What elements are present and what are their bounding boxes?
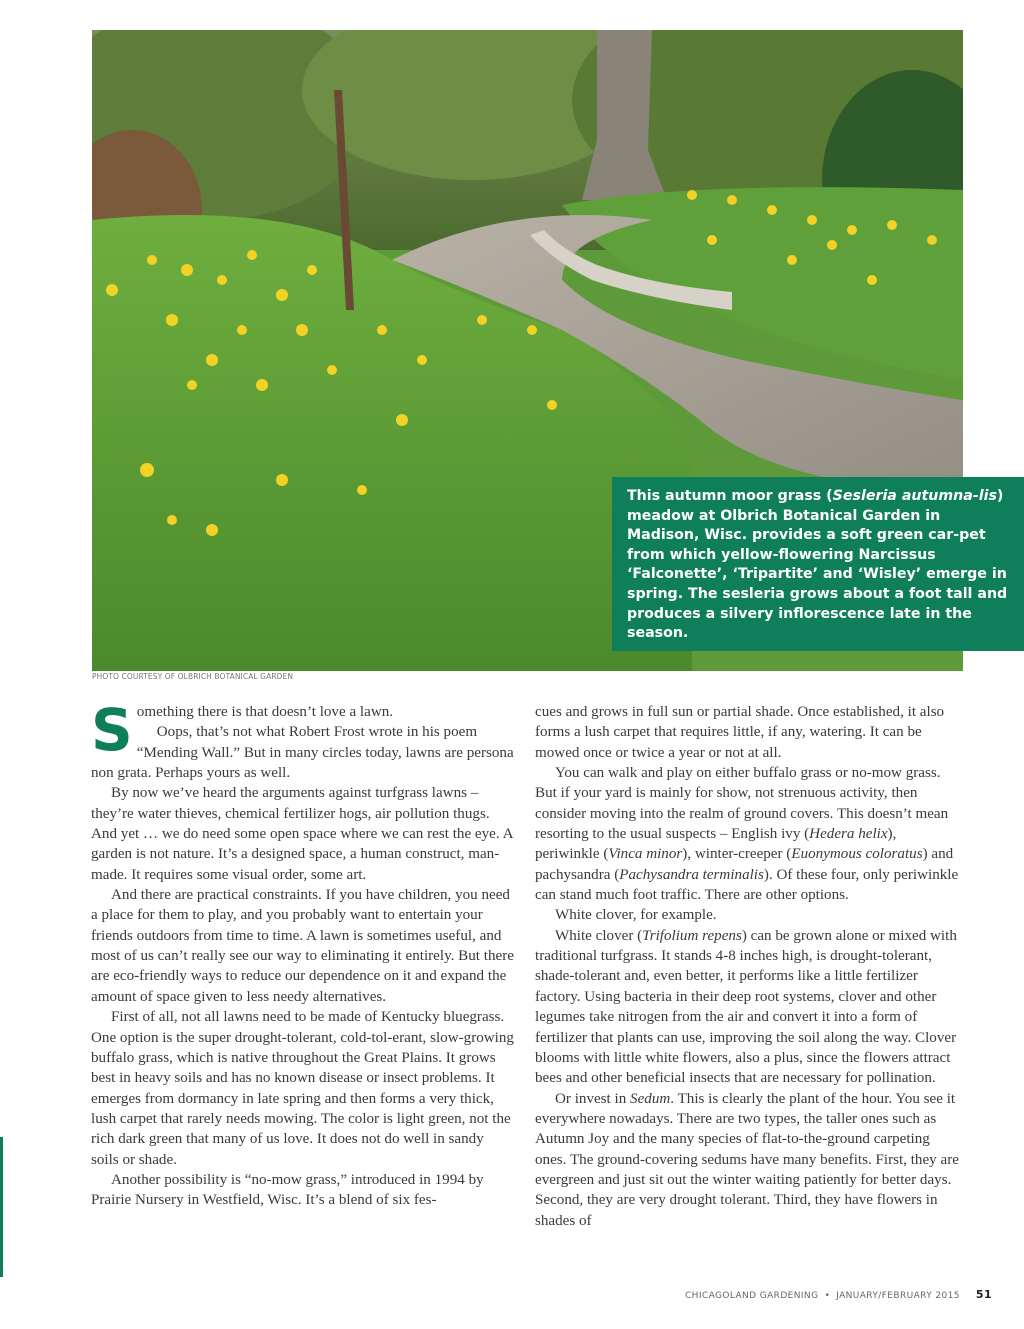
- paragraph: First of all, not all lawns need to be made of Kentucky bluegrass. One option is the super drought-tolerant, cold-tol-erant, slow-growing buffalo grass, which is native throughout the Great Plains. It grows best in heavy soils and has no known disease or insect problems. It emerges from dormancy in late spring and then forms a very thick, lush carpet that rarely needs mowing. The color is light green, not the rich dark green that many of us love. It does not do well in sandy soils or shade.: [91, 1009, 514, 1168]
- page-number: 51: [975, 1288, 992, 1301]
- publication-name: CHICAGOLAND GARDENING: [685, 1291, 819, 1301]
- article-column-right: [535, 702, 963, 1231]
- footer-separator: •: [824, 1291, 831, 1301]
- photo-credit: PHOTO COURTESY OF OLBRICH BOTANICAL GARDEN: [92, 672, 294, 681]
- paragraph: White clover (Trifolium repens) can be grown alone or mixed with traditional turfgrass. It stands 4-8 inches high, is drought-tolerant, shade-tolerant and, even better, it performs like a little fertilizer factory. Using bacteria in their deep root systems, clover and other legumes take nitrogen from the air and convert it into a form of fertilizer that plants can use, improving the soil along the way. Clover blooms with little white flowers, also a plus, since the flowers attract bees and other beneficial insects that are necessary for pollination.: [535, 927, 957, 1087]
- paragraph: cues and grows in full sun or partial shade. Once established, it also forms a lush carpet that requires little, if any, watering. It can be mowed once or twice a year or not at all.: [535, 704, 945, 761]
- paragraph: And there are practical constraints. If you have children, you need a place for them to play, and you probably want to entertain your friends outdoors from time to time. A lawn is sometimes useful, and most of us can’t really see our way to eliminating it entirely. But there are eco-friendly ways to reduce our dependence on it and expand the amount of space given to less needy alternatives.: [91, 887, 514, 1005]
- paragraph: White clover, for example.: [555, 907, 717, 924]
- margin-accent-bar: [0, 1137, 3, 1277]
- paragraph: You can walk and play on either buffalo grass or no-mow grass. But if your yard is mainly for show, not strenuous activity, then consider moving into the realm of ground covers. This doesn’t mean resorting to the usual suspects – English ivy (Hedera helix), periwinkle (Vinca minor), winter-creeper (Euonymous coloratus) and pachysandra (Pachysandra terminalis). Of these four, only periwinkle can stand much foot traffic. There are other options.: [535, 765, 959, 904]
- page-footer: [685, 1288, 992, 1301]
- paragraph: Another possibility is “no-mow grass,” introduced in 1994 by Prairie Nursery in Westfield, Wisc. It’s a blend of six fes-: [91, 1171, 484, 1209]
- paragraph: Or invest in Sedum. This is clearly the plant of the hour. You see it everywhere nowadays. There are two types, the taller ones such as Autumn Joy and the many species of flat-to-the-ground carpeting ones. The ground-covering sedums have many benefits. First, they are evergreen and just sit out the winter waiting patiently for better days. Second, they are very drought tolerant. Third, they have flowers in shades of: [535, 1090, 959, 1229]
- paragraph: Something there is that doesn’t love a lawn.: [91, 696, 394, 764]
- paragraph: By now we’ve heard the arguments against turfgrass lawns – they’re water thieves, chemical fertilizer hogs, air pollution thugs. And yet … we do need some open space where we can rest the eye. A garden is not nature. It’s a designed space, a human construct, man-made. It requires some visual order, some art.: [91, 785, 513, 883]
- photo-caption: [612, 477, 1024, 651]
- caption-text: This autumn moor grass (Sesleria autumna-lis) meadow at Olbrich Botanical Garden in Madison, Wisc. provides a soft green car-pet from which yellow-flowering Narcissus ‘Falconette’, ‘Tripartite’ and ‘Wisley’ emerge in spring. The sesleria grows about a foot tall and produces a silvery inflorescence late in the season.: [627, 488, 1008, 642]
- drop-cap: S: [91, 696, 133, 764]
- paragraph: Oops, that’s not what Robert Frost wrote in his poem “Mending Wall.” But in many circles today, lawns are persona non grata. Perhaps yours as well.: [91, 724, 514, 782]
- issue-date: JANUARY/FEBRUARY 2015: [836, 1291, 960, 1301]
- article-column-left: [91, 696, 515, 1211]
